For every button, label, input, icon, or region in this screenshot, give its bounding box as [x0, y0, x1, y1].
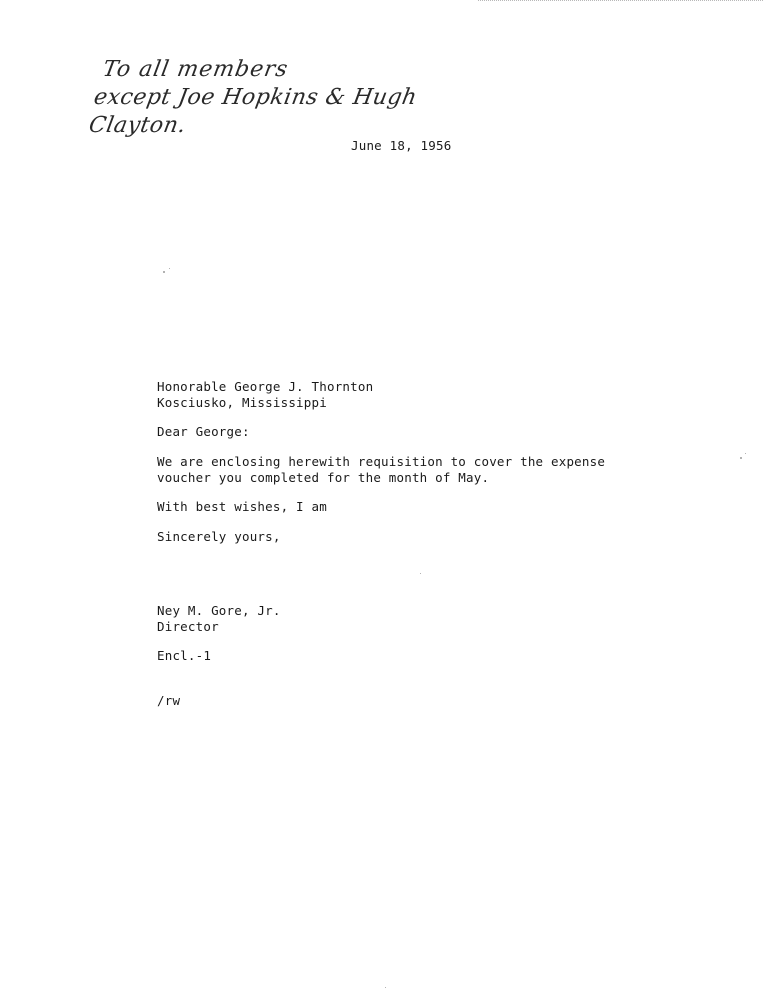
letter-body-line-2: voucher you completed for the month of May. — [157, 469, 490, 485]
letter-date: June 18, 1956 — [351, 138, 452, 153]
recipient-address — [157, 379, 373, 410]
page-edge-dots — [478, 0, 763, 3]
handwritten-note — [87, 56, 502, 140]
paper-speck — [420, 573, 421, 574]
salutation: Dear George: — [157, 424, 250, 439]
recipient-name: Honorable George J. Thornton — [157, 379, 374, 394]
complimentary-closing: Sincerely yours, — [157, 529, 281, 544]
paper-speck — [385, 987, 386, 988]
paper-speck — [169, 268, 170, 269]
paper-speck — [740, 457, 742, 459]
paper-speck — [163, 271, 165, 273]
recipient-location: Kosciusko, Mississippi — [157, 394, 327, 410]
letter-body-line-1: We are enclosing herewith requisition to cover the expense — [157, 454, 606, 469]
paper-speck — [745, 453, 746, 454]
typist-initials: /rw — [157, 693, 181, 708]
handwritten-note-line-2: except Joe Hopkins & Hugh Clayton. — [86, 85, 420, 138]
signer-name: Ney M. Gore, Jr. — [157, 603, 281, 618]
signature-block — [157, 603, 281, 634]
handwritten-note-line-1: To all members — [100, 57, 291, 82]
letter-body — [157, 454, 605, 485]
enclosure-notation: Encl.-1 — [157, 648, 212, 663]
signer-title: Director — [157, 618, 219, 634]
best-wishes-line: With best wishes, I am — [157, 499, 327, 514]
